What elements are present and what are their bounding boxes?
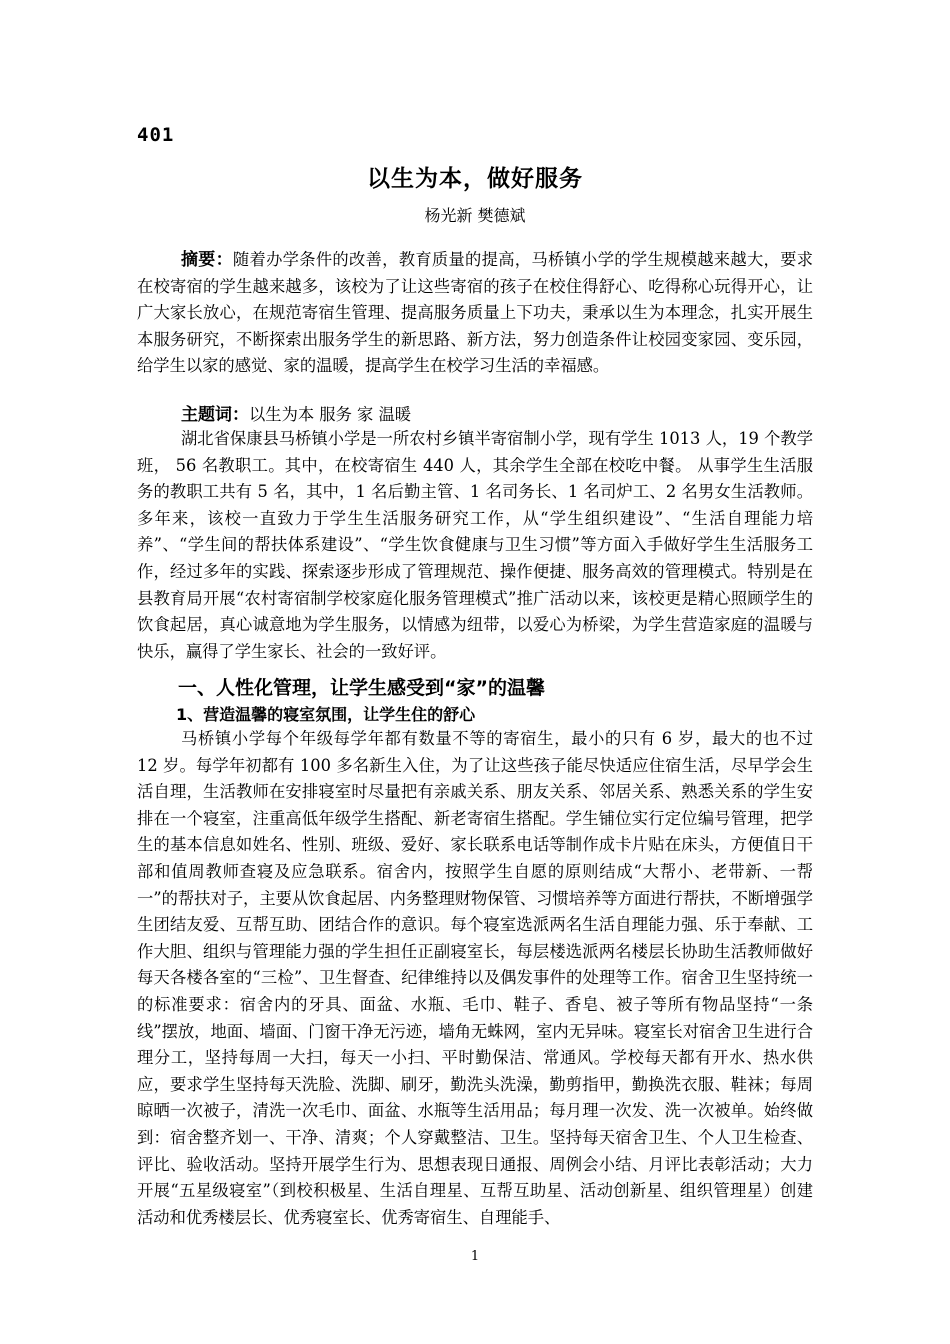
subsection-heading-1-1: 1、营造温馨的寝室氛围，让学生住的舒心 — [176, 705, 476, 724]
page-number: 1 — [470, 1249, 480, 1264]
abstract-text: 随着办学条件的改善，教育质量的提高，马桥镇小学的学生规模越来越大，要求在校寄宿的学生越来越多，该校为了让这些寄宿的孩子在校住得舒心、吃得称心玩得开心，让广大家长放心，在规范寄宿生管理、提高服务质量上下功夫，秉承以生为本理念，扎实开展生本服务研究，不断探索出服务学生的新思路、新方法，努力创造条件让校园变家园、变乐园，给学生以家的感觉、家的温暖，提高学生在校学习生活的幸福感。 — [137, 250, 813, 376]
document-title: 以生为本，做好服务 — [367, 166, 583, 192]
keywords-label: 主题词： — [181, 405, 249, 425]
abstract-paragraph — [137, 247, 813, 380]
keywords-line — [181, 400, 411, 425]
intro-paragraph: 湖北省保康县马桥镇小学是一所农村乡镇半寄宿制小学，现有学生 1013 人，19 个教学班， 56 名教职工。其中，在校寄宿生 440 人，其余学生全部在校吃中餐。 从事学生生活服务的教职工共有 5 名，其中，1 名后勤主管、1 名司务长、1 名司炉工、2 名男女生活教师。 多年来，该校一直致力于学生生活服务研究工作，从“学生组织建设”、“生活自理能力培养”、“学生间的帮扶体系建设”、“学生饮食健康与卫生习惯”等方面入手做好学生生活服务工作，经过多年的实践、探索逐步形成了管理规范、操作便捷、服务高效的管理模式。特别是在县教育局开展“农村寄宿制学校家庭化服务管理模式”推广活动以来，该校更是精心照顾学生的饮食起居，真心诚意地为学生服务，以情感为纽带，以爱心为桥梁，为学生营造家庭的温暖与快乐，赢得了学生家长、社会的一致好评。 — [137, 429, 813, 661]
section-heading-1: 一、人性化管理，让学生感受到“家”的温馨 — [178, 677, 545, 699]
abstract-label: 摘要： — [181, 250, 233, 270]
document-authors: 杨光新 樊德斌 — [424, 206, 526, 225]
document-number: 401 — [137, 124, 175, 146]
keywords-text: 以生为本 服务 家 温暖 — [249, 405, 412, 424]
section-1-paragraph: 马桥镇小学每个年级每学年都有数量不等的寄宿生，最小的只有 6 岁，最大的也不过 12 岁。每学年初都有 100 多名新生入住，为了让这些孩子能尽快适应住宿生活，尽早学会生活自理，生活教师在安排寝室时尽量把有亲戚关系、朋友关系、邻居关系、熟悉关系的学生安排在一个寝室，注重高低年级学生搭配、新老寄宿生搭配。学生铺位实行定位编号管理，把学生的基本信息如姓名、性别、班级、爱好、家长联系电话等制作成卡片贴在床头，方便值日干部和值周教师查寝及应急联系。宿舍内，按照学生自愿的原则结成“大帮小、老带新、一帮一”的帮扶对子，主要从饮食起居、内务整理财物保管、习惯培养等方面进行帮扶，不断增强学生团结友爱、互帮互助、团结合作的意识。每个寝室选派两名生活自理能力强、乐于奉献、工作大胆、组织与管理能力强的学生担任正副寝室长，每层楼选派两名楼层长协助生活教师做好每天各楼各室的“三检”、卫生督查、纪律维持以及偶发事件的处理等工作。宿舍卫生坚持统一的标准要求：宿舍内的牙具、面盆、水瓶、毛巾、鞋子、香皂、被子等所有物品坚持“一条线”摆放，地面、墙面、门窗干净无污迹，墙角无蛛网，室内无异味。寝室长对宿舍卫生进行合理分工，坚持每周一大扫，每天一小扫、平时勤保洁、常通风。学校每天都有开水、热水供应，要求学生坚持每天洗脸、洗脚、刷牙，勤洗头洗澡，勤剪指甲，勤换洗衣服、鞋袜；每周晾晒一次被子，清洗一次毛巾、面盆、水瓶等生活用品；每月理一次发、洗一次被单。始终做到：宿舍整齐划一、干净、清爽；个人穿戴整洁、卫生。坚持每天宿舍卫生、个人卫生检查、评比、验收活动。坚持开展学生行为、思想表现日通报、周例会小结、月评比表彰活动；大力开展“五星级寝室”（到校积极星、生活自理星、互帮互助星、活动创新星、组织管理星）创建活动和优秀楼层长、优秀寝室长、优秀寄宿生、自理能手、 — [137, 729, 813, 1227]
